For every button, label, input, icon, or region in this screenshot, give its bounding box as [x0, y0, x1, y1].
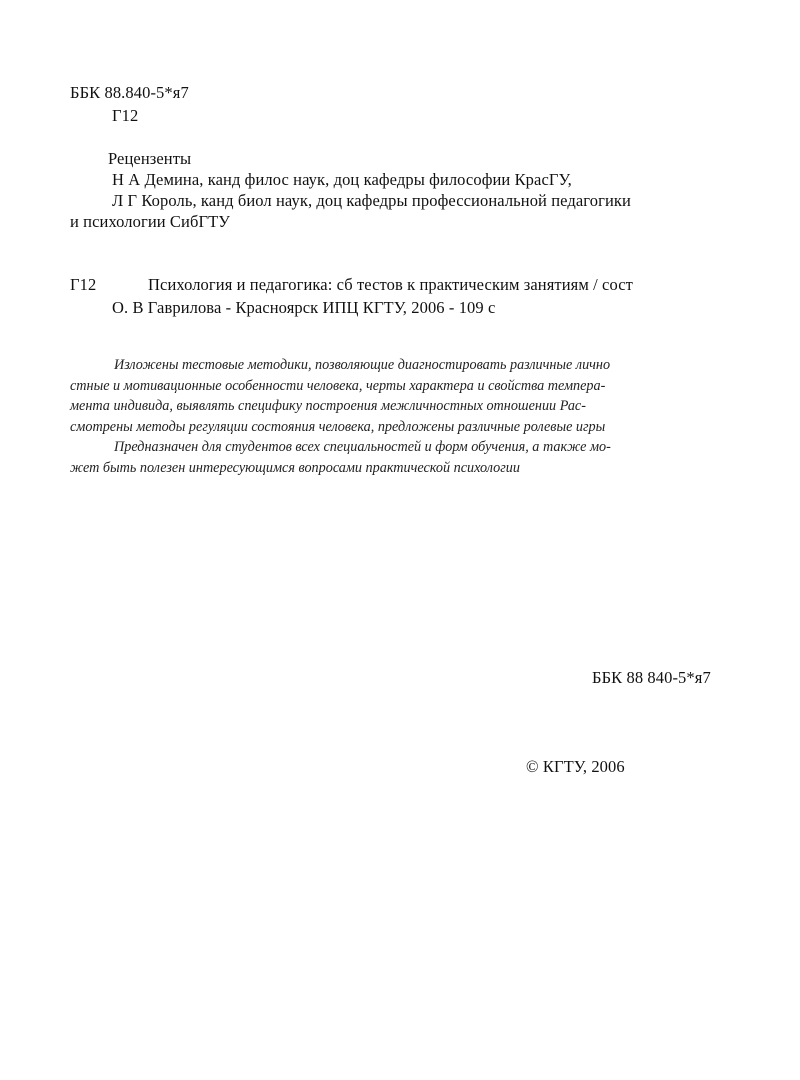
- bbk-index-bottom: ББК 88 840-5*я7: [592, 668, 711, 687]
- author-sign-top: Г12: [112, 106, 139, 125]
- reviewers-heading: Рецензенты: [108, 149, 192, 168]
- annotation-line: стные и мотивационные особенности человека, черты характера и свойства темпера-: [70, 377, 606, 394]
- annotation-line: жет быть полезен интересующимся вопросами практической психологии: [70, 459, 520, 476]
- annotation-text: [70, 355, 730, 478]
- annotation-line: смотрены методы регуляции состояния человека, предложены различные ролевые игры: [70, 418, 606, 435]
- reviewer-1: Н А Демина, канд филос наук, доц кафедры философии КрасГУ,: [112, 170, 572, 189]
- copyright-notice: © КГТУ, 2006: [526, 757, 625, 776]
- annotation-line: Предназначен для студентов всех специальностей и форм обучения, а также мо-: [114, 439, 611, 455]
- catalog-title-line: Психология и педагогика: сб тестов к практическим занятиям / сост: [148, 275, 633, 294]
- catalog-author-sign: Г12: [70, 275, 97, 294]
- reviewer-2: Л Г Король, канд биол наук, доц кафедры профессиональной педагогики: [112, 191, 631, 210]
- annotation-line: мента индивида, выявлять специфику построения межличностных отношении Рас-: [70, 398, 586, 414]
- bbk-index-top: ББК 88.840-5*я7: [70, 83, 189, 102]
- catalog-imprint-line: О. В Гаврилова - Красноярск ИПЦ КГТУ, 2006 - 109 с: [112, 298, 496, 317]
- reviewer-2-continued: и психологии СибГТУ: [70, 212, 231, 231]
- annotation-line: Изложены тестовые методики, позволяющие диагностировать различные лично: [114, 357, 611, 373]
